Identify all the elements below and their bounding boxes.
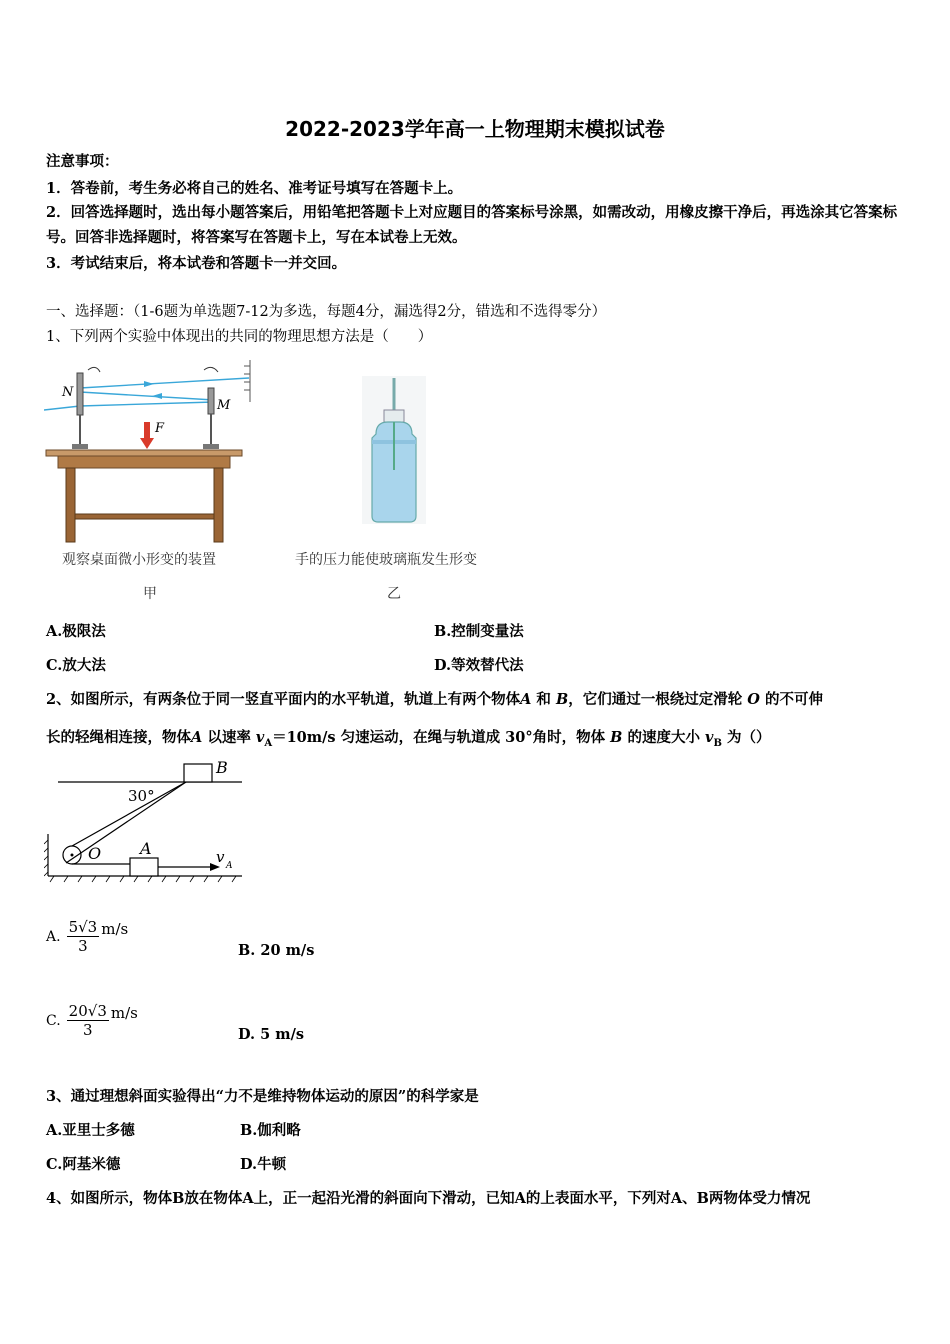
q1-caption-a: 观察桌面微小形变的装置 xyxy=(62,552,216,568)
q1-option-c: C.放大法 xyxy=(46,657,106,674)
q2-option-d: D. 5 m/s xyxy=(238,1026,305,1043)
q3-option-d: D.牛顿 xyxy=(240,1156,287,1173)
notice-item-2: 2．回答选择题时，选出每小题答案后，用铅笔把答题卡上对应题目的答案标号涂黑，如需改动，用橡皮擦干净后，再选涂其它答案标号。回答非选择题时，将答案写在答题卡上，写在本试卷上无效。 xyxy=(46,204,898,246)
q2-label-o: O xyxy=(88,844,102,863)
q2-label-v: v xyxy=(216,848,225,866)
q2-option-a-fraction: $\frac{5√3}{3}$ xyxy=(68,918,98,955)
label-f: F xyxy=(155,421,165,436)
q1-caption-b: 手的压力能使玻璃瓶发生形变 xyxy=(295,552,477,568)
q2-stem-1: 2、如图所示，有两条位于同一竖直平面内的水平轨道，轨道上有两个物体A 和 B，它们通过一根绕过定滑轮 O 的不可伸 xyxy=(46,691,823,708)
q3-option-c: C.阿基米德 xyxy=(46,1156,121,1173)
q1-option-d: D.等效替代法 xyxy=(434,657,524,674)
q1-option-b: B.控制变量法 xyxy=(434,623,524,640)
q2-label-a: A xyxy=(140,839,152,858)
q2-option-c-fraction: $\frac{20√3}{3}$ xyxy=(68,1002,107,1039)
q1-stem: 1、下列两个实验中体现出的共同的物理思想方法是（ ） xyxy=(46,329,433,345)
section-heading: 一、选择题：（1-6题为单选题7-12为多选，每题4分，漏选得2分，错选和不选得零分） xyxy=(46,304,607,320)
q3-stem: 3、通过理想斜面实验得出“力不是维持物体运动的原因”的科学家是 xyxy=(46,1088,479,1105)
q2-option-b: B. 20 m/s xyxy=(238,942,315,959)
notice-heading: 注意事项： xyxy=(46,153,119,170)
q1-figure-table xyxy=(44,358,254,548)
label-m: M xyxy=(217,398,231,413)
q2-option-a: A. $\frac{5√3}{3}$ m/s xyxy=(46,918,129,955)
q2-stem-2: 长的轻绳相连接，物体A 以速率 $v_A=10m/s$ 匀速运动，在绳与轨道成 30°角时，物体 B 的速度大小 $v_B$ 为（） xyxy=(46,729,771,749)
q1-label-a: 甲 xyxy=(143,586,157,602)
q2-label-b: B xyxy=(216,758,228,777)
q4-stem: 4、如图所示，物体B放在物体A上，正一起沿光滑的斜面向下滑动，已知A的上表面水平，下列对A、B两物体受力情况 xyxy=(46,1190,811,1207)
q2-option-c: C. $\frac{20√3}{3}$ m/s xyxy=(46,1002,138,1039)
q2-label-v-sub: A xyxy=(226,861,233,871)
q3-option-b: B.伽利略 xyxy=(240,1122,301,1139)
label-n: N xyxy=(62,385,74,400)
q2-label-angle: 30° xyxy=(128,787,155,805)
notice-item-3: 3．考试结束后，将本试卷和答题卡一并交回。 xyxy=(46,255,347,272)
q2-figure xyxy=(44,756,248,884)
page-title: 2022-2023学年高一上物理期末模拟试卷 xyxy=(285,117,665,141)
notice-item-1: 1．答卷前，考生务必将自己的姓名、准考证号填写在答题卡上。 xyxy=(46,180,463,197)
q3-option-a: A.亚里士多德 xyxy=(46,1122,135,1139)
q1-label-b: 乙 xyxy=(387,586,401,602)
q1-option-a: A.极限法 xyxy=(46,623,106,640)
q1-figure-bottle xyxy=(362,376,426,524)
